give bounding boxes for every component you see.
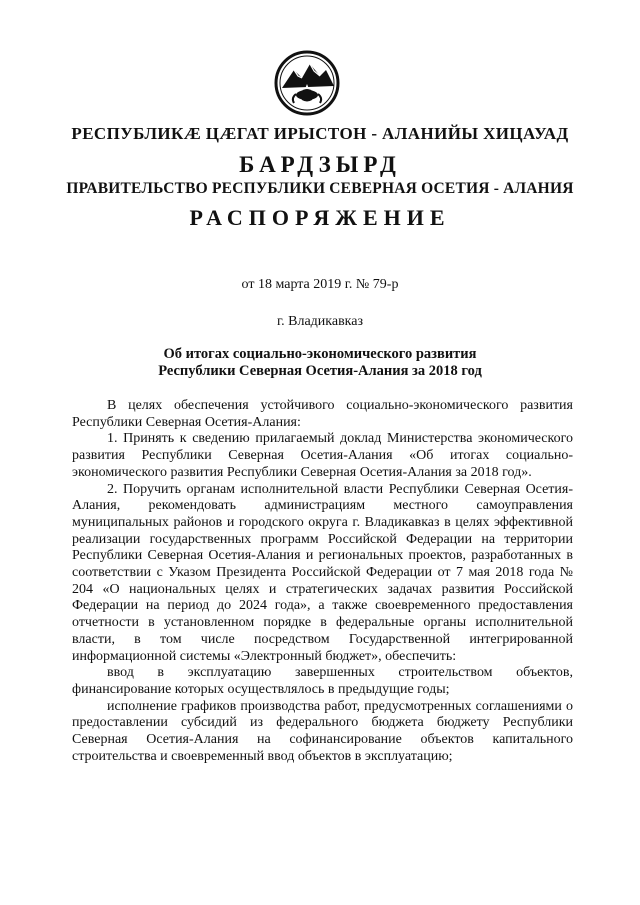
header-doc-type-russian: РАСПОРЯЖЕНИЕ: [189, 205, 451, 230]
body-paragraph-intro: В целях обеспечения устойчивого социально-экономического развития Республики Северная Осетия-Алания:: [72, 398, 573, 430]
document-title-line-2: Республики Северная Осетия-Алания за 2018 год: [158, 363, 482, 379]
document-title: [0, 346, 640, 380]
header-ossetian-government: РЕСПУБЛИКӔ ЦӔГАТ ИРЫСТОН - АЛАНИЙЫ ХИЦАУАД: [71, 124, 569, 143]
document-date-number: от 18 марта 2019 г. № 79-р: [241, 277, 399, 292]
document-title-line-1: Об итогах социально-экономического развития: [163, 346, 477, 362]
header-doc-type-ossetian: БАРДЗЫРД: [239, 152, 401, 177]
header-russian-government: ПРАВИТЕЛЬСТВО РЕСПУБЛИКИ СЕВЕРНАЯ ОСЕТИЯ - АЛАНИЯ: [66, 180, 574, 197]
body-paragraph-subitem-1: ввод в эксплуатацию завершенных строительством объектов, финансирование которых осуществлялось в предыдущие годы;: [72, 665, 573, 697]
document-body: [72, 398, 573, 765]
body-paragraph-subitem-2: исполнение графиков производства работ, предусмотренных соглашениями о предоставлении субсидий из федерального бюджета бюджету Республики Северная Осетия-Алания на софинансирование объектов капитального строительства и своевременный ввод объектов в эксплуатацию;: [72, 698, 573, 764]
coat-of-arms-emblem-icon: [272, 48, 342, 118]
body-paragraph-item-1: 1. Принять к сведению прилагаемый доклад Министерства экономического развития Республики Северная Осетия-Алания «Об итогах социально-экономического развития Республики Северная Осетия-Алания за 2018 год».: [72, 431, 573, 480]
document-city: г. Владикавказ: [276, 314, 364, 329]
body-paragraph-item-2: 2. Поручить органам исполнительной власти Республики Северная Осетия-Алания, рекомендовать администрациям местного самоуправления муниципальных районов и городского округа г. Владикавказ в целях эффективной реализации государственных программ Российской Федерации на территории Республики Северная Осетия-Алания и региональных проектов, разработанных в соответствии с Указом Президента Российской Федерации от 7 мая 2018 года № 204 «О национальных целях и стратегических задачах развития Российской Федерации на период до 2024 года», а также своевременного предоставления отчетности в установленном порядке в федеральные органы исполнительной власти, в том числе посредством Государственной интегрированной информационной системы «Электронный бюджет», обеспечить:: [72, 481, 573, 664]
